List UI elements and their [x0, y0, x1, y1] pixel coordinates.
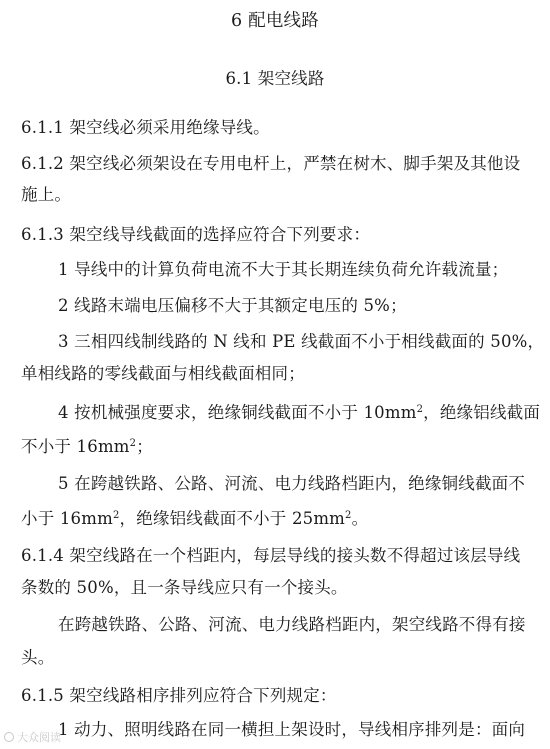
item-5-text-a: 小于 16mm: [21, 509, 113, 528]
clause-6-1-1: 6.1.1 架空线必须采用绝缘导线。: [21, 118, 270, 137]
clause-6-1-4-para-2-line-1: 在跨越铁路、公路、河流、电力线路档距内，架空线路不得有接: [58, 615, 526, 634]
clause-6-1-4-line-1: 6.1.4 架空线路在一个档距内，每层导线的接头数不得超过该层导线: [21, 546, 521, 565]
superscript: 2: [345, 510, 352, 521]
superscript: 2: [112, 510, 120, 521]
clause-6-1-3-item-2: 2 线路末端电压偏移不大于其额定电压的 5%；: [58, 296, 407, 315]
clause-6-1-3-item-3-line-1: 3 三相四线制线路的 N 线和 PE 线截面不小于相线截面的 50%，: [58, 332, 545, 351]
item-5-text-b: ，绝缘铝线截面不小于 25mm: [119, 509, 346, 528]
clause-6-1-3-item-5-line-1: 5 在跨越铁路、公路、河流、电力线路档距内，绝缘铜线截面不: [58, 474, 526, 493]
chapter-title: 6 配电线路: [231, 11, 319, 31]
clause-6-1-3-item-5-line-2: [0, 508, 550, 530]
watermark-logo-icon: [4, 732, 14, 742]
clause-6-1-4-para-2-line-2: 头。: [21, 648, 55, 667]
clause-6-1-2-line-2: 施上。: [21, 185, 72, 204]
item-4-text-a: 4 按机械强度要求，绝缘铜线截面不小于 10mm: [58, 403, 417, 422]
clause-6-1-5-item-1: 1 动力、照明线路在同一横担上架设时，导线相序排列是：面向: [58, 720, 526, 739]
clause-6-1-3-item-3-line-2: 单相线路的零线截面与相线截面相同；: [21, 364, 305, 383]
clause-6-1-5: 6.1.5 架空线路相序排列应符合下列规定：: [21, 686, 337, 705]
section-title: 6.1 架空线路: [225, 69, 325, 88]
clause-6-1-3-item-4-line-2: [0, 436, 550, 458]
watermark: [4, 729, 61, 745]
clause-6-1-4-line-2: 条数的 50%，且一条导线应只有一个接头。: [21, 578, 348, 597]
item-4-text-c: 不小于 16mm: [21, 437, 130, 456]
item-4-text-d: ；: [136, 437, 153, 456]
clause-6-1-3-item-4-line-1: [0, 402, 550, 424]
clause-6-1-3-item-1: 1 导线中的计算负荷电流不大于其长期连续负荷允许载流量；: [58, 260, 509, 279]
watermark-text: 大众阅读: [17, 731, 61, 744]
superscript: 2: [416, 404, 424, 415]
item-4-text-b: ，绝缘铝线截面: [423, 403, 541, 422]
superscript: 2: [129, 438, 137, 449]
item-5-text-c: 。: [351, 509, 369, 528]
clause-6-1-2-line-1: 6.1.2 架空线必须架设在专用电杆上，严禁在树木、脚手架及其他设: [21, 154, 521, 173]
clause-6-1-3: 6.1.3 架空线导线截面的选择应符合下列要求：: [21, 225, 371, 244]
